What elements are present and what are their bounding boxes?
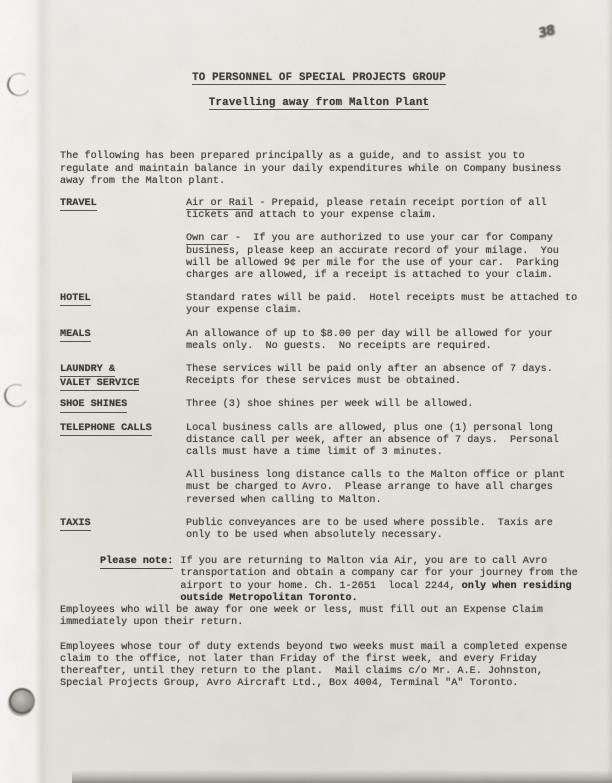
intro-paragraph: The following has been prepared principally as a guide, and to assist you to regulate and maintain balance in your daily expenditures while on Company business away from the Malton plant. bbox=[60, 151, 568, 187]
please-note-block bbox=[60, 556, 584, 605]
section-label bbox=[60, 293, 186, 307]
section-label-line: MEALS bbox=[60, 329, 91, 342]
please-note-text bbox=[180, 556, 584, 605]
section-row bbox=[60, 293, 584, 328]
section-paragraph: Local business calls are allowed, plus one (1) personal long distance call per week, after an absence of 7 days. Personal calls must have a time limit of 3 minutes. bbox=[186, 422, 566, 459]
section-label bbox=[60, 423, 186, 437]
section-label bbox=[60, 518, 186, 532]
section-label-line: TELEPHONE CALLS bbox=[60, 423, 152, 436]
underlined-lead: Air or Rail bbox=[186, 198, 254, 210]
section-body bbox=[186, 399, 578, 422]
section-row bbox=[60, 364, 578, 399]
closing-paragraph: Employees whose tour of duty extends beyond two weeks must mail a completed expense claim to the office, not later than Friday of the first week, and every Friday thereafter, until they return to the plant. Mail claims c/o Mr. A.E. Johnston, Special Projects Group, Avro Aircraft Ltd., Box 4004, Terminal "A" Toronto. bbox=[60, 641, 574, 690]
hole-punch-icon bbox=[9, 688, 35, 714]
section-body bbox=[186, 364, 578, 399]
section-paragraph: Standard rates will be paid. Hotel receipts must be attached to your expense claim. bbox=[186, 293, 584, 317]
section-row bbox=[60, 399, 578, 422]
section-row bbox=[60, 423, 578, 518]
section-paragraph: Air or Rail - Prepaid, please retain receipt portion of all tickets and attach to your expense claim. bbox=[186, 198, 553, 222]
section-paragraph: All business long distance calls to the Malton office or plant must be charged to Avro. Please arrange to have all charges reversed when calling to Malton. bbox=[186, 470, 572, 506]
document-subtitle bbox=[60, 97, 578, 109]
document-content bbox=[60, 72, 584, 690]
section-label-line: VALET SERVICE bbox=[60, 378, 139, 391]
underlined-lead: Own car bbox=[186, 233, 229, 245]
section-row bbox=[60, 518, 578, 553]
please-note-label: Please note: bbox=[100, 556, 173, 569]
section-row bbox=[60, 198, 578, 293]
hole-punch-icon bbox=[1, 381, 30, 409]
section-paragraph: Own car - If you are authorized to use your car for Company business, please keep an accurate record of your milage. You will be allowed 9¢ per mile for the use of your car. Parking charges are allowed, if a receipt is attached to your claim. bbox=[186, 233, 566, 282]
section-paragraph: An allowance of up to $8.00 per day will be allowed for your meals only. No guests. No receipts are required. bbox=[186, 328, 559, 352]
sections-list bbox=[60, 198, 584, 553]
section-label-line: HOTEL bbox=[60, 293, 91, 306]
please-note-regular-text: If you are returning to Malton via Air, you are to call Avro transportation and obtain a company car for your journey from the airport to your home. Ch. 1-2651 local 2244, bbox=[180, 556, 584, 592]
section-body bbox=[186, 198, 578, 293]
document-title-text: TO PERSONNEL OF SPECIAL PROJECTS GROUP bbox=[192, 72, 446, 84]
section-body bbox=[186, 329, 578, 364]
section-label bbox=[60, 198, 186, 212]
section-paragraph: These services will be paid only after an absence of 7 days. Receipts for these services must be obtained. bbox=[186, 364, 559, 388]
section-body bbox=[186, 518, 578, 553]
section-paragraph: Public conveyances are to be used where possible. Taxis are only to be used when absolutely necessary. bbox=[186, 517, 559, 542]
section-row bbox=[60, 329, 578, 364]
section-label bbox=[60, 399, 186, 413]
handwritten-page-number: 38 bbox=[537, 23, 555, 42]
scan-right-edge-shadow bbox=[606, 0, 612, 783]
closing-paragraphs bbox=[60, 605, 578, 690]
section-body bbox=[186, 423, 578, 518]
section-label bbox=[60, 364, 186, 392]
please-note-bold-text: only when residing outside Metropolitan Toronto. bbox=[180, 580, 578, 604]
section-label-line: TRAVEL bbox=[60, 198, 97, 211]
section-paragraph: Three (3) shoe shines per week will be allowed. bbox=[186, 399, 474, 411]
section-label bbox=[60, 329, 186, 343]
hole-punch-icon bbox=[5, 71, 33, 98]
section-body bbox=[186, 293, 584, 328]
section-label-line: SHOE SHINES bbox=[60, 399, 127, 412]
document-title bbox=[60, 72, 578, 84]
section-label-line: LAUNDRY & bbox=[60, 364, 115, 377]
scan-bottom-edge-shadow bbox=[72, 770, 612, 783]
section-label-line: TAXIS bbox=[60, 518, 91, 531]
closing-paragraph: Employees who will be away for one week or less, must fill out an Expense Claim immediately upon their return. bbox=[60, 605, 550, 629]
document-subtitle-text: Travelling away from Malton Plant bbox=[208, 97, 430, 110]
